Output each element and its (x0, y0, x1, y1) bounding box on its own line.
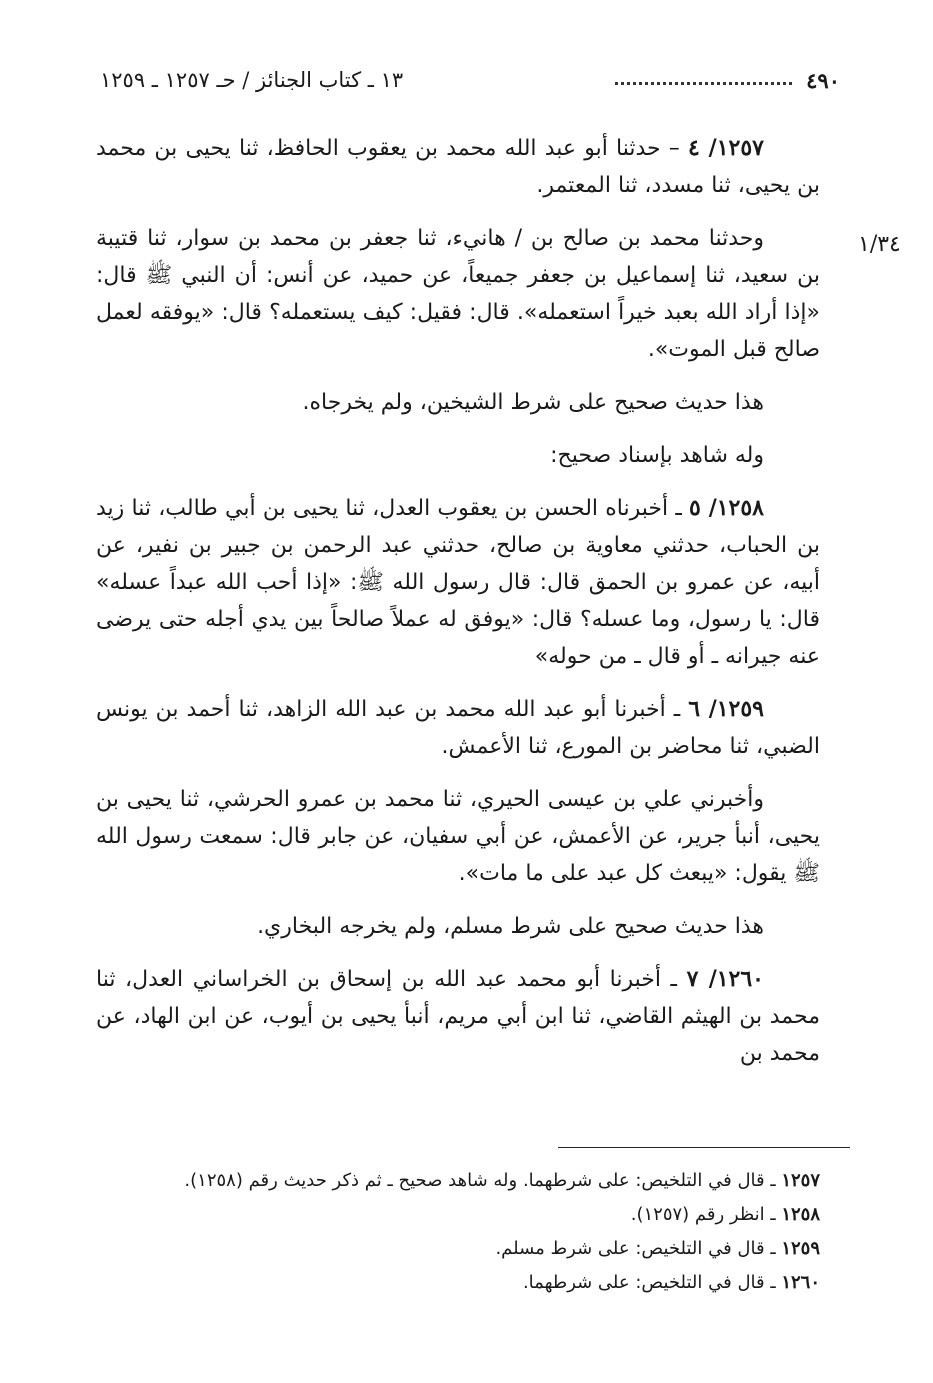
footnote (120, 1266, 820, 1300)
footnotes (120, 1164, 820, 1300)
hadith-text: ـ أخبرنا أبو عبد الله محمد بن عبد الله الزاهد، ثنا أحمد بن يونس الضبي، ثنا محاضر بن المورع، ثنا الأعمش. (96, 697, 820, 759)
chain-paragraph (96, 781, 820, 892)
leader-dots (615, 82, 792, 85)
footnote (120, 1198, 820, 1232)
footnote-text: ـ انظر رقم (١٢٥٧). (630, 1204, 782, 1225)
hadith-number: ١٢٥٨/ ٥ (688, 495, 764, 521)
running-head (100, 68, 840, 98)
page-number: ٤٩٠ (806, 68, 840, 93)
paragraph-text: وأخبرني علي بن عيسى الحيري، ثنا محمد بن عمرو الحرشي، ثنا يحيى بن يحيى، أنبأ جرير، عن الأعمش، عن أبي سفيان، عن جابر قال: سمعت رسول الله ﷺ يقول: «يبعث كل عبد على ما مات». (96, 787, 820, 886)
hadith-1258 (96, 490, 820, 675)
footnote-number: ١٢٥٨ (781, 1204, 820, 1225)
witness-paragraph (96, 437, 820, 474)
chain-paragraph (96, 220, 820, 368)
grading-paragraph (96, 908, 820, 945)
footnote (120, 1164, 820, 1198)
footnote-text: ـ قال في التلخيص: على شرطهما. وله شاهد صحيح ـ ثم ذكر حديث رقم (١٢٥٨). (184, 1170, 782, 1191)
hadith-1257 (96, 130, 820, 204)
hadith-text: ـ أخبرناه الحسن بن يعقوب العدل، ثنا يحيى بن أبي طالب، ثنا زيد بن الحباب، حدثني معاوية بن صالح، حدثني عبد الرحمن بن جبير بن نفير، عن أبيه، عن عمرو بن الحمق قال: قال رسول الله ﷺ: «إذا أحب الله عبداً عسله» قال: يا رسول، وما عسله؟ قال: «يوفق له عملاً صالحاً بين يدي أجله حتى يرضى عنه جيرانه ـ أو قال ـ من حوله» (96, 496, 820, 669)
footnote-text: ـ قال في التلخيص: على شرطهما. (522, 1272, 782, 1293)
hadith-number: ١٢٦٠/ ٧ (686, 966, 764, 992)
hadith-number: ١٢٥٩/ ٦ (688, 696, 764, 722)
grading-paragraph (96, 384, 820, 421)
paragraph-text: هذا حديث صحيح على شرط مسلم، ولم يخرجه البخاري. (257, 914, 764, 939)
running-title: ١٣ ـ كتاب الجنائز / حـ ١٢٥٧ ـ ١٢٥٩ (100, 68, 404, 92)
hadith-text: – حدثنا أبو عبد الله محمد بن يعقوب الحافظ، ثنا يحيى بن محمد بن يحيى، ثنا مسدد، ثنا المعتمر. (96, 136, 820, 198)
hadith-number: ١٢٥٧/ ٤ (688, 135, 764, 161)
footnote-separator (558, 1147, 850, 1148)
footnote-number: ١٢٥٩ (781, 1238, 820, 1259)
main-text (96, 130, 820, 1088)
footnote (120, 1232, 820, 1266)
footnote-text: ـ قال في التلخيص: على شرط مسلم. (495, 1238, 782, 1259)
footnote-number: ١٢٦٠ (781, 1272, 820, 1293)
paragraph-text: وحدثنا محمد بن صالح بن / هانيء، ثنا جعفر بن محمد بن سوار، ثنا قتيبة بن سعيد، ثنا إسماعيل بن جعفر جميعاً، عن حميد، عن أنس: أن النبي ﷺ قال: «إذا أراد الله بعبد خيراً استعمله». قال: فقيل: كيف يستعمله؟ قال: «يوفقه لعمل صالح قبل الموت». (96, 226, 820, 362)
hadith-text: ـ أخبرنا أبو محمد عبد الله بن إسحاق بن الخراساني العدل، ثنا محمد بن الهيثم القاضي، ثنا ابن أبي مريم، أنبأ يحيى بن أيوب، عن ابن الهاد، عن محمد بن (96, 967, 820, 1066)
paragraph-text: وله شاهد بإسناد صحيح: (550, 443, 764, 468)
footnote-number: ١٢٥٧ (781, 1170, 820, 1191)
margin-reference: ١/٣٤ (858, 232, 901, 257)
paragraph-text: هذا حديث صحيح على شرط الشيخين، ولم يخرجاه. (302, 390, 764, 415)
hadith-1259 (96, 691, 820, 765)
hadith-1260 (96, 961, 820, 1072)
